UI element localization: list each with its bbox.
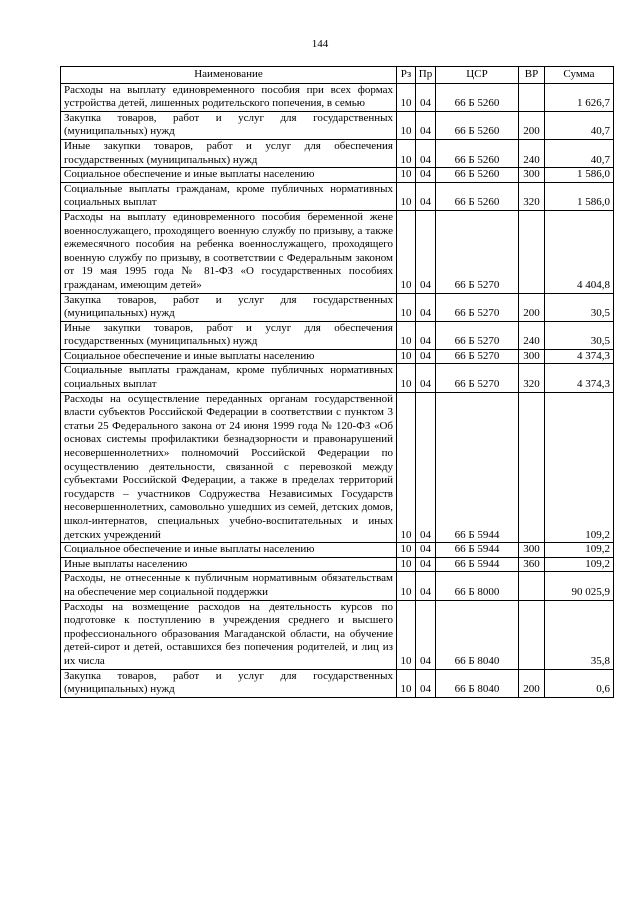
row-vr: 240	[519, 139, 545, 167]
row-sum: 109,2	[545, 392, 614, 543]
row-rz: 10	[397, 392, 416, 543]
row-vr	[519, 572, 545, 600]
row-vr: 360	[519, 557, 545, 572]
row-rz: 10	[397, 182, 416, 210]
header-pr: Пр	[416, 67, 436, 84]
table-header-row	[61, 67, 614, 84]
row-sum: 90 025,9	[545, 572, 614, 600]
row-sum: 1 626,7	[545, 83, 614, 111]
row-csr: 66 Б 5270	[436, 293, 519, 321]
row-rz: 10	[397, 572, 416, 600]
row-sum: 4 374,3	[545, 364, 614, 392]
row-vr: 200	[519, 293, 545, 321]
row-vr: 300	[519, 349, 545, 364]
row-name: Иные закупки товаров, работ и услуг для обеспечения государственных (муниципальных) нужд	[61, 139, 397, 167]
row-sum: 40,7	[545, 139, 614, 167]
row-pr: 04	[416, 182, 436, 210]
row-vr	[519, 210, 545, 293]
row-csr: 66 Б 5260	[436, 182, 519, 210]
row-pr: 04	[416, 600, 436, 669]
row-csr: 66 Б 8000	[436, 572, 519, 600]
table-body	[61, 83, 614, 697]
table-row	[61, 349, 614, 364]
row-name: Иные выплаты населению	[61, 557, 397, 572]
row-csr: 66 Б 5270	[436, 321, 519, 349]
row-rz: 10	[397, 557, 416, 572]
table-row	[61, 168, 614, 183]
row-pr: 04	[416, 669, 436, 697]
row-csr: 66 Б 5944	[436, 557, 519, 572]
table-row	[61, 557, 614, 572]
row-csr: 66 Б 5260	[436, 139, 519, 167]
row-name: Расходы, не отнесенные к публичным нормативным обязательствам на обеспечение мер социальной поддержки	[61, 572, 397, 600]
row-sum: 1 586,0	[545, 168, 614, 183]
header-sum: Сумма	[545, 67, 614, 84]
row-pr: 04	[416, 210, 436, 293]
row-pr: 04	[416, 139, 436, 167]
table-row	[61, 392, 614, 543]
row-pr: 04	[416, 83, 436, 111]
row-rz: 10	[397, 669, 416, 697]
row-rz: 10	[397, 293, 416, 321]
table-row	[61, 364, 614, 392]
row-csr: 66 Б 8040	[436, 669, 519, 697]
row-csr: 66 Б 5944	[436, 392, 519, 543]
row-vr	[519, 392, 545, 543]
row-pr: 04	[416, 543, 436, 558]
table-row	[61, 669, 614, 697]
row-sum: 1 586,0	[545, 182, 614, 210]
row-pr: 04	[416, 321, 436, 349]
row-pr: 04	[416, 572, 436, 600]
row-rz: 10	[397, 543, 416, 558]
row-pr: 04	[416, 392, 436, 543]
row-sum: 4 374,3	[545, 349, 614, 364]
row-pr: 04	[416, 111, 436, 139]
row-name: Расходы на выплату единовременного пособия беременной жене военнослужащего, проходящего военную службу по призыву, а также ежемесячного пособия на ребенка военнослужащего, проходящего военную службу по призыву, в соответствии с Федеральным законом от 19 мая 1995 года № 81-ФЗ «О государственных пособиях гражданам, имеющим детей»	[61, 210, 397, 293]
row-vr	[519, 83, 545, 111]
row-csr: 66 Б 5260	[436, 111, 519, 139]
row-rz: 10	[397, 349, 416, 364]
row-name: Расходы на осуществление переданных органам государственной власти субъектов Российской Федерации в соответствии с пунктом 3 статьи 25 Федерального закона от 24 июня 1999 года № 120-ФЗ «Об основах системы профилактики безнадзорности и правонарушений несовершеннолетних» полномочий Российской Федерации по осуществлению деятельности, связанной с перевозкой между субъектами Российской Федерации, а также в пределах территорий государств – участников Содружества Независимых Государств несовершеннолетних, самовольно ушедших из семей, детских домов, школ-интернатов, специальных учебно-воспитательных и иных детских учреждений	[61, 392, 397, 543]
row-pr: 04	[416, 364, 436, 392]
row-name: Социальное обеспечение и иные выплаты населению	[61, 543, 397, 558]
row-pr: 04	[416, 557, 436, 572]
row-rz: 10	[397, 210, 416, 293]
row-sum: 109,2	[545, 543, 614, 558]
table-row	[61, 83, 614, 111]
row-vr: 300	[519, 543, 545, 558]
row-name: Социальное обеспечение и иные выплаты населению	[61, 168, 397, 183]
table-row	[61, 572, 614, 600]
header-csr: ЦСР	[436, 67, 519, 84]
page-number: 144	[311, 38, 329, 50]
row-pr: 04	[416, 349, 436, 364]
row-sum: 35,8	[545, 600, 614, 669]
row-csr: 66 Б 5270	[436, 364, 519, 392]
row-name: Социальное обеспечение и иные выплаты населению	[61, 349, 397, 364]
header-name: Наименование	[61, 67, 397, 84]
row-sum: 30,5	[545, 321, 614, 349]
row-sum: 40,7	[545, 111, 614, 139]
table-row	[61, 543, 614, 558]
row-csr: 66 Б 5944	[436, 543, 519, 558]
row-rz: 10	[397, 321, 416, 349]
row-name: Иные закупки товаров, работ и услуг для обеспечения государственных (муниципальных) нужд	[61, 321, 397, 349]
row-rz: 10	[397, 168, 416, 183]
row-csr: 66 Б 5260	[436, 83, 519, 111]
row-name: Расходы на возмещение расходов на деятельность курсов по подготовке к поступлению в учреждения среднего и высшего профессионального образования Магаданской области, на обучение детей-сирот и детей, оставшихся без попечения родителей, и лиц из их числа	[61, 600, 397, 669]
table-row	[61, 182, 614, 210]
row-vr: 240	[519, 321, 545, 349]
row-rz: 10	[397, 139, 416, 167]
row-vr	[519, 600, 545, 669]
row-name: Закупка товаров, работ и услуг для государственных (муниципальных) нужд	[61, 669, 397, 697]
row-rz: 10	[397, 111, 416, 139]
row-rz: 10	[397, 83, 416, 111]
row-csr: 66 Б 5260	[436, 168, 519, 183]
row-name: Закупка товаров, работ и услуг для государственных (муниципальных) нужд	[61, 293, 397, 321]
row-sum: 4 404,8	[545, 210, 614, 293]
row-pr: 04	[416, 168, 436, 183]
row-sum: 30,5	[545, 293, 614, 321]
table-row	[61, 139, 614, 167]
header-rz: Рз	[397, 67, 416, 84]
table-row	[61, 600, 614, 669]
row-name: Социальные выплаты гражданам, кроме публичных нормативных социальных выплат	[61, 364, 397, 392]
row-csr: 66 Б 5270	[436, 210, 519, 293]
row-pr: 04	[416, 293, 436, 321]
row-name: Расходы на выплату единовременного пособия при всех формах устройства детей, лишенных родительского попечения, в семью	[61, 83, 397, 111]
row-vr: 320	[519, 182, 545, 210]
row-rz: 10	[397, 600, 416, 669]
table-row	[61, 293, 614, 321]
row-sum: 0,6	[545, 669, 614, 697]
row-vr: 200	[519, 111, 545, 139]
table-row	[61, 210, 614, 293]
row-sum: 109,2	[545, 557, 614, 572]
table-row	[61, 321, 614, 349]
row-vr: 200	[519, 669, 545, 697]
table-row	[61, 111, 614, 139]
header-vr: ВР	[519, 67, 545, 84]
row-name: Социальные выплаты гражданам, кроме публичных нормативных социальных выплат	[61, 182, 397, 210]
budget-table	[60, 66, 614, 698]
row-csr: 66 Б 5270	[436, 349, 519, 364]
row-vr: 320	[519, 364, 545, 392]
row-csr: 66 Б 8040	[436, 600, 519, 669]
row-name: Закупка товаров, работ и услуг для государственных (муниципальных) нужд	[61, 111, 397, 139]
row-vr: 300	[519, 168, 545, 183]
row-rz: 10	[397, 364, 416, 392]
